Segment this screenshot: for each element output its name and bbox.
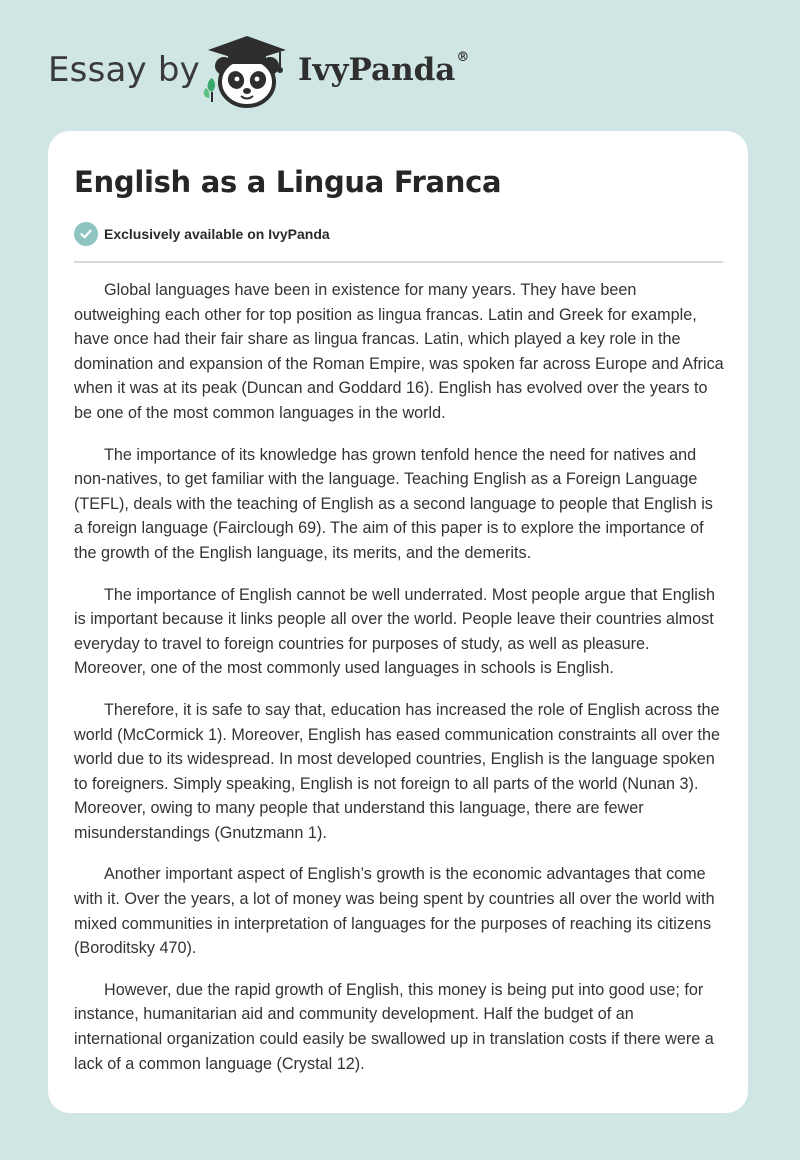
panda-graduate-icon[interactable] <box>200 28 292 110</box>
badge-label: Exclusively available on IvyPanda <box>104 226 330 242</box>
essay-paragraph: However, due the rapid growth of English, this money is being put into good use; for instance, humanitarian aid and community development. Half the budget of an international organization could easily be swallowed up in translation costs if there were a lack of a common language (Crystal 12). <box>74 980 714 1073</box>
exclusive-badge <box>74 222 330 246</box>
essay-paragraph: The importance of its knowledge has grown tenfold hence the need for natives and non-natives, to get familiar with the language. Teaching English as a Foreign Language (TEFL), deals with the teaching of English as a second language to people that English is a foreign language (Fairclough 69). The aim of this paper is to explore the importance of the growth of the English language, its merits, and the demerits. <box>74 445 713 562</box>
essay-card <box>48 131 748 1113</box>
essay-by-label: Essay by <box>48 50 200 90</box>
essay-title: English as a Lingua Franca <box>74 165 502 199</box>
brand-name[interactable]: IvyPanda® <box>298 50 470 88</box>
check-circle-icon <box>74 222 98 246</box>
essay-paragraph: Another important aspect of English’s growth is the economic advantages that come with it. Over the years, a lot of money was being spent by countries all over the world with mixed communities in interpretation of languages for the purposes of reaching its citizens (Boroditsky 470). <box>74 865 715 958</box>
essay-body <box>74 278 726 1093</box>
trademark-symbol: ® <box>456 50 470 65</box>
essay-paragraph: The importance of English cannot be well underrated. Most people argue that English is important because it links people all over the world. People leave their countries almost everyday to travel to foreign countries for purposes of study, as well as pleasure. Moreover, one of the most commonly used languages in schools is English. <box>74 585 715 678</box>
essay-paragraph: Global languages have been in existence for many years. They have been outweighing each other for top position as lingua francas. Latin and Greek for example, have once had their fair share as lingua francas. Latin, which played a key role in the domination and expansion of the Roman Empire, was spoken far across Europe and Africa when it was at its peak (Duncan and Goddard 16). English has evolved over the years to be one of the most common languages in the world. <box>74 281 724 422</box>
title-divider <box>74 261 723 263</box>
essay-paragraph: Therefore, it is safe to say that, education has increased the role of English across the world (McCormick 1). Moreover, English has eased communication constraints all over the world due to its widespread. In most developed countries, English is the language spoken to foreigners. Simply speaking, English is not foreign to all parts of the world (Nunan 3). Moreover, owing to many people that understand this language, there are fewer misunderstandings (Gnutzmann 1). <box>74 700 720 842</box>
site-header <box>0 0 800 130</box>
